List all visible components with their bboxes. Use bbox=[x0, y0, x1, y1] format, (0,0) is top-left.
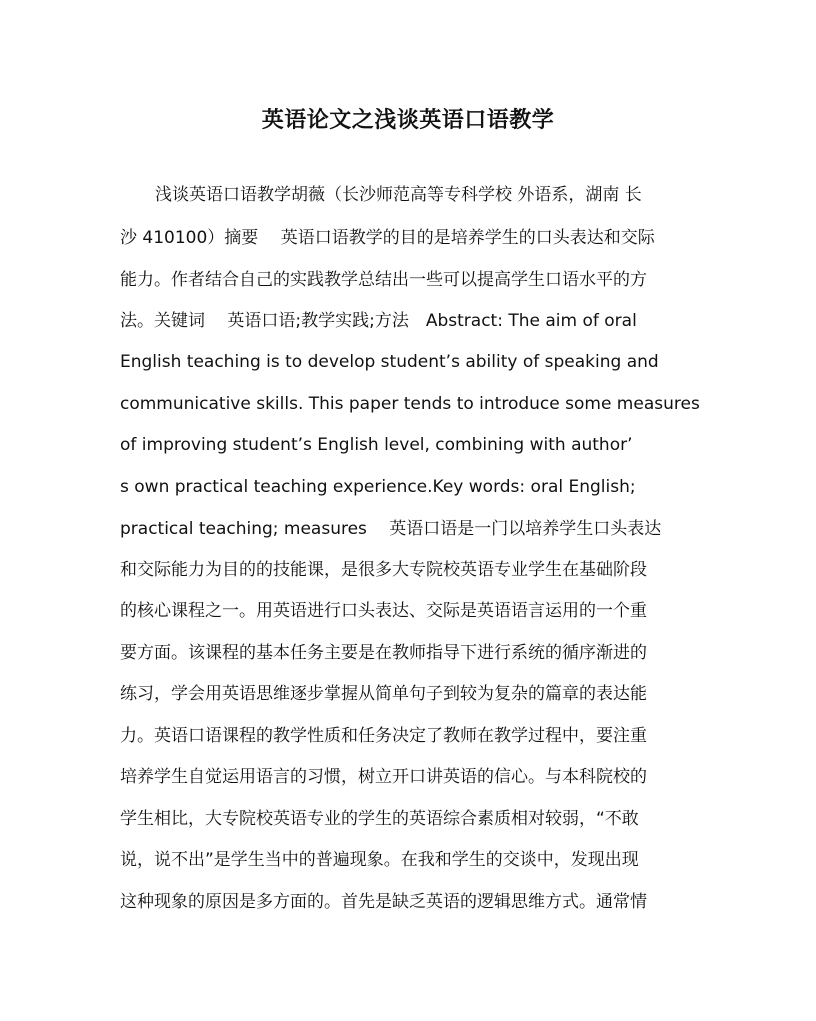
body-line: 练习，学会用英语思维逐步掌握从简单句子到较为复杂的篇章的表达能 bbox=[120, 684, 647, 704]
body-line: 这种现象的原因是多方面的。首先是缺乏英语的逻辑思维方式。通常情 bbox=[120, 892, 647, 912]
body-line: 的核心课程之一。用英语进行口头表达、交际是英语语言运用的一个重 bbox=[120, 601, 647, 621]
body-line: communicative skills. This paper tends to introduce some measures bbox=[120, 394, 700, 414]
body-line: 培养学生自觉运用语言的习惯，树立开口讲英语的信心。与本科院校的 bbox=[120, 767, 647, 787]
body-line: of improving student’s English level, combining with author’ bbox=[120, 435, 633, 455]
body-line: 能力。作者结合自己的实践教学总结出一些可以提高学生口语水平的方 bbox=[120, 270, 647, 290]
body-line: 和交际能力为目的的技能课，是很多大专院校英语专业学生在基础阶段 bbox=[120, 560, 647, 580]
body-line: English teaching is to develop student’s ability of speaking and bbox=[120, 352, 659, 372]
body-line: 沙 410100）摘要 英语口语教学的目的是培养学生的口头表达和交际 bbox=[120, 228, 655, 248]
body-line: 说，说不出”是学生当中的普遍现象。在我和学生的交谈中，发现出现 bbox=[120, 850, 639, 870]
body-line: practical teaching; measures 英语口语是一门以培养学生口头表达 bbox=[120, 519, 662, 539]
body-line: 要方面。该课程的基本任务主要是在教师指导下进行系统的循序渐进的 bbox=[120, 643, 647, 663]
body-line: 学生相比，大专院校英语专业的学生的英语综合素质相对较弱，“不敢 bbox=[120, 809, 639, 829]
body-line: s own practical teaching experience.Key words: oral English; bbox=[120, 477, 636, 497]
body-line: 法。关键词 英语口语;教学实践;方法 Abstract: The aim of oral bbox=[120, 311, 637, 331]
body-line: 力。英语口语课程的教学性质和任务决定了教师在教学过程中，要注重 bbox=[120, 726, 647, 746]
document-title: 英语论文之浅谈英语口语教学 bbox=[261, 107, 555, 133]
body-line: 浅谈英语口语教学胡薇（长沙师范高等专科学校 外语系，湖南 长 bbox=[155, 185, 642, 205]
